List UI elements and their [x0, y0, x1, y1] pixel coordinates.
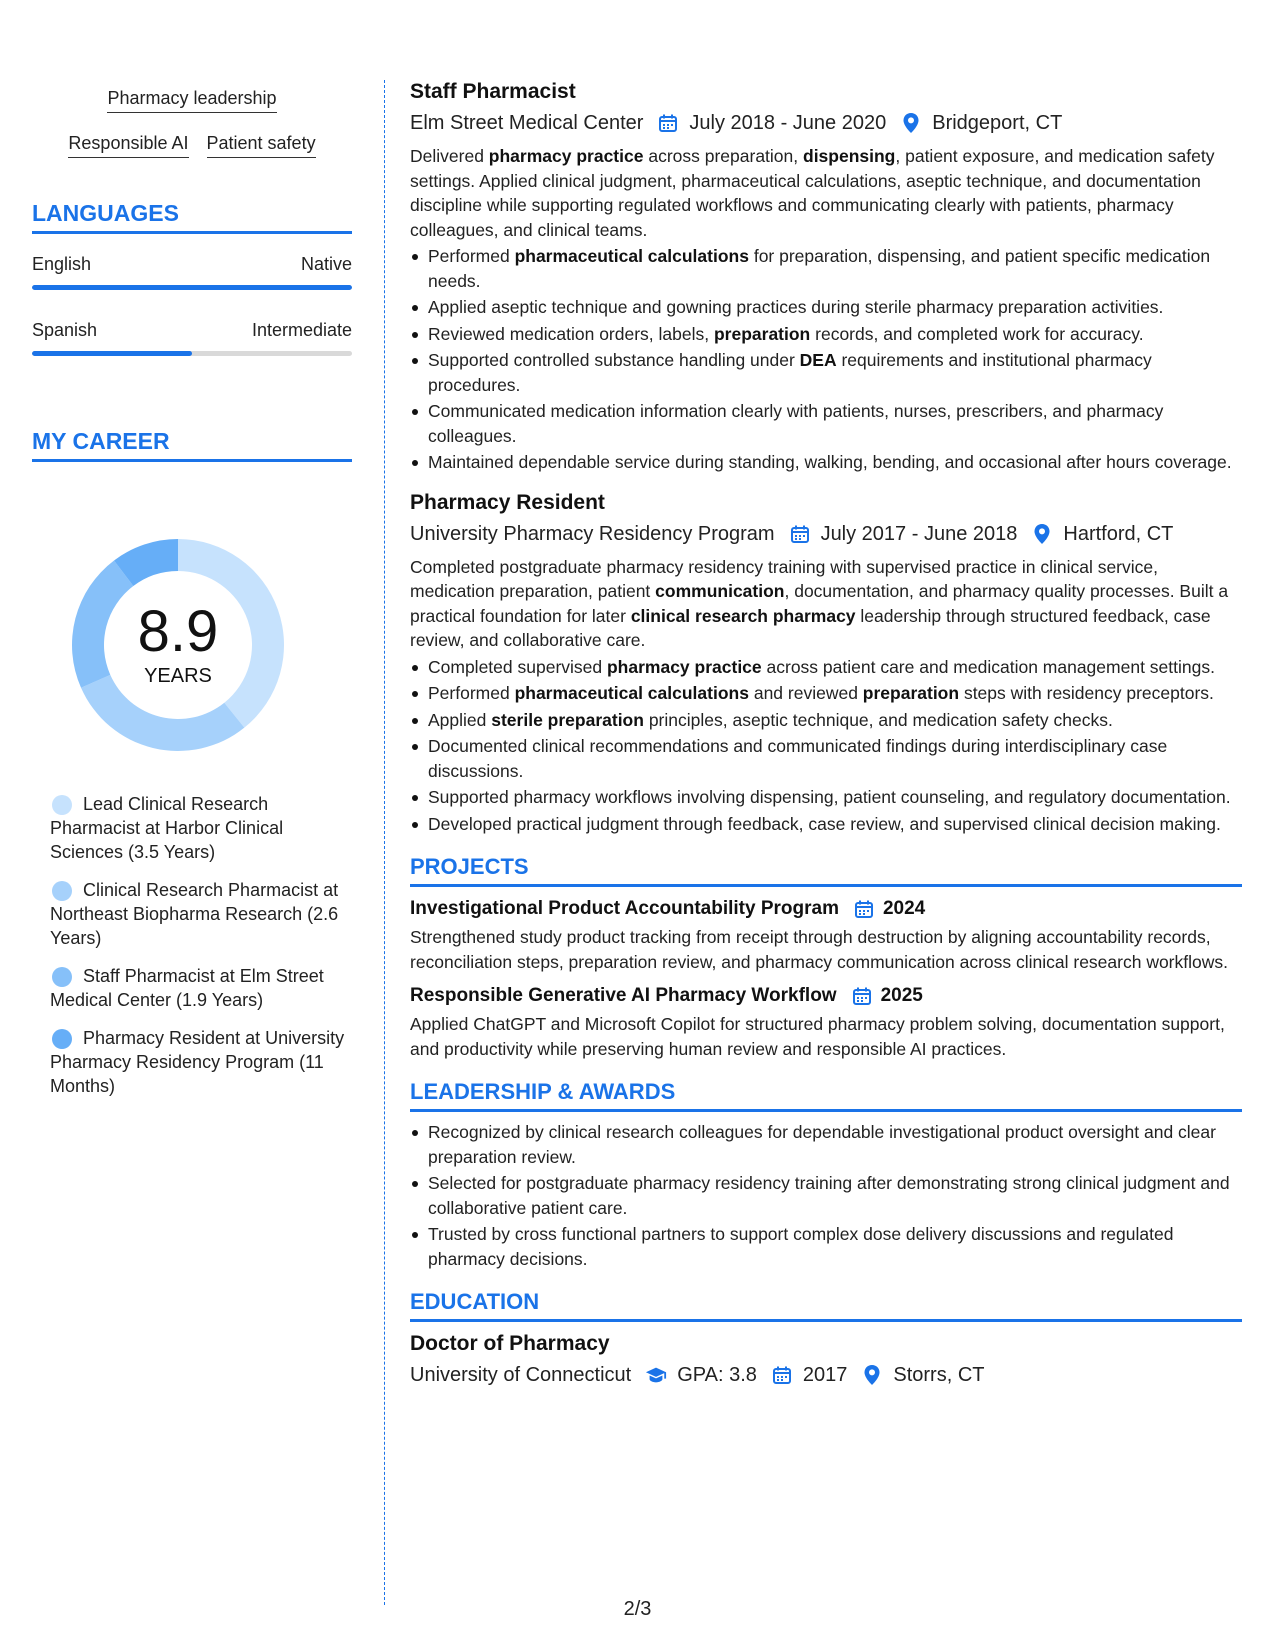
experience-entry	[410, 78, 1242, 475]
calendar-icon	[657, 112, 679, 134]
location-pin-icon	[861, 1364, 883, 1386]
experience-entry	[410, 489, 1242, 837]
job-title: Staff Pharmacist	[410, 80, 576, 103]
bullet-item: Performed pharmaceutical calculations and reviewed preparation steps with residency preceptors.	[410, 681, 1242, 706]
leadership-item: Selected for postgraduate pharmacy residency training after demonstrating strong clinical judgment and collaborative patient care.	[410, 1171, 1242, 1220]
project-title: Investigational Product Accountability Program	[410, 898, 839, 919]
calendar-icon	[851, 985, 873, 1007]
job-bullets	[410, 655, 1242, 837]
languages-heading: LANGUAGES	[32, 200, 352, 234]
education-year: 2017	[802, 1364, 848, 1386]
legend-dot	[52, 795, 72, 815]
legend-dot	[52, 967, 72, 987]
job-org: Elm Street Medical Center	[410, 112, 644, 134]
language-name: English	[32, 254, 92, 274]
language-bar-fill	[32, 285, 352, 290]
bullet-item: Performed pharmaceutical calculations for preparation, dispensing, and patient specific medication needs.	[410, 244, 1242, 293]
tag-row	[32, 133, 352, 158]
project-description: Applied ChatGPT and Microsoft Copilot for structured pharmacy problem solving, documentation support, and productivity while preserving human review and responsible AI practices.	[410, 1014, 1225, 1059]
job-title: Pharmacy Resident	[410, 490, 605, 514]
column-divider	[384, 80, 385, 1605]
education-degree: Doctor of Pharmacy	[410, 1332, 610, 1355]
job-meta	[410, 108, 1242, 138]
legend-item	[50, 792, 350, 864]
calendar-icon	[771, 1364, 793, 1386]
skill-tags	[32, 88, 352, 178]
donut-center	[66, 533, 290, 757]
page-number: 2/3	[623, 1598, 652, 1620]
education-meta	[410, 1360, 1242, 1390]
bullet-item: Documented clinical recommendations and communicated findings during interdisciplinary case discussions.	[410, 734, 1242, 783]
legend-item	[50, 964, 350, 1012]
job-bullets	[410, 244, 1242, 475]
education-school: University of Connecticut	[410, 1364, 632, 1386]
location-pin-icon	[1031, 523, 1053, 545]
calendar-icon	[789, 523, 811, 545]
project-entry	[410, 895, 1242, 974]
legend-label: Clinical Research Pharmacist at Northeast Biopharma Research (2.6 Years)	[50, 880, 339, 948]
bullet-item: Reviewed medication orders, labels, preparation records, and completed work for accuracy.	[410, 322, 1242, 347]
project-description: Strengthened study product tracking from receipt through destruction by aligning accountability records, reconciliation steps, preparation review, and pharmacy communication across clinical research workflows.	[410, 927, 1228, 972]
project-title-row	[410, 982, 1242, 1010]
job-summary: Completed postgraduate pharmacy residency training with supervised practice in clinical service, medication preparation, patient communication, documentation, and pharmacy quality processes. Built a practical foundation for later clinical research pharmacy leadership through structured feedback, case review, and collaborative care.	[410, 556, 1229, 650]
project-title: Responsible Generative AI Pharmacy Workflow	[410, 985, 837, 1006]
legend-label: Lead Clinical Research Pharmacist at Harbor Clinical Sciences (3.5 Years)	[50, 794, 284, 862]
education-heading: EDUCATION	[410, 1289, 1242, 1322]
language-bar-fill	[32, 351, 192, 356]
language-item	[32, 254, 352, 290]
job-dates: July 2018 - June 2020	[689, 112, 887, 134]
tag-row	[32, 88, 352, 113]
career-heading: MY CAREER	[32, 428, 352, 462]
job-meta	[410, 519, 1242, 549]
language-name: Spanish	[32, 320, 98, 340]
leadership-list	[410, 1120, 1242, 1271]
legend-dot	[52, 1029, 72, 1049]
job-dates: July 2017 - June 2018	[820, 522, 1018, 545]
leadership-item: Trusted by cross functional partners to support complex dose delivery discussions and regulated pharmacy decisions.	[410, 1222, 1242, 1271]
bullet-item: Completed supervised pharmacy practice across patient care and medication management settings.	[410, 655, 1242, 680]
language-bar	[32, 285, 352, 290]
education-gpa: GPA: 3.8	[677, 1364, 757, 1386]
projects-heading: PROJECTS	[410, 854, 1242, 887]
bullet-item: Applied aseptic technique and gowning practices during sterile pharmacy preparation activities.	[410, 295, 1242, 320]
language-level: Native	[300, 254, 352, 274]
language-item	[32, 320, 352, 356]
location-pin-icon	[900, 112, 922, 134]
bullet-item: Applied sterile preparation principles, aseptic technique, and medication safety checks.	[410, 708, 1242, 733]
bullet-item: Maintained dependable service during standing, walking, bending, and occasional after hours coverage.	[410, 450, 1242, 475]
bullet-item: Developed practical judgment through feedback, case review, and supervised clinical decision making.	[410, 812, 1242, 837]
language-level: Intermediate	[251, 320, 352, 340]
skill-tag: Pharmacy leadership	[107, 88, 276, 113]
legend-item	[50, 878, 350, 950]
language-bar	[32, 351, 352, 356]
skill-tag: Patient safety	[207, 133, 316, 158]
legend-label: Staff Pharmacist at Elm Street Medical Center (1.9 Years)	[50, 966, 324, 1010]
career-legend	[50, 792, 350, 1112]
leadership-item: Recognized by clinical research colleagues for dependable investigational product oversight and clear preparation review.	[410, 1120, 1242, 1169]
project-title-row	[410, 895, 1242, 923]
legend-label: Pharmacy Resident at University Pharmacy Residency Program (11 Months)	[50, 1028, 345, 1096]
project-year: 2025	[880, 985, 923, 1006]
bullet-item: Supported pharmacy workflows involving dispensing, patient counseling, and regulatory documentation.	[410, 785, 1242, 810]
graduation-cap-icon	[645, 1364, 667, 1386]
bullet-item: Supported controlled substance handling under DEA requirements and institutional pharmacy procedures.	[410, 348, 1242, 397]
main-content	[410, 78, 1242, 1390]
calendar-icon	[853, 898, 875, 920]
project-year: 2024	[882, 898, 926, 919]
career-unit: YEARS	[144, 664, 212, 687]
job-location: Hartford, CT	[1063, 522, 1174, 545]
career-donut-chart	[66, 533, 290, 757]
project-entry	[410, 982, 1242, 1061]
career-total: 8.9	[137, 598, 219, 664]
legend-dot	[52, 881, 72, 901]
leadership-heading: LEADERSHIP & AWARDS	[410, 1079, 1242, 1112]
legend-item	[50, 1026, 350, 1098]
job-location: Bridgeport, CT	[932, 112, 1063, 134]
education-location: Storrs, CT	[893, 1364, 985, 1386]
job-org: University Pharmacy Residency Program	[410, 522, 775, 545]
skill-tag: Responsible AI	[68, 133, 188, 158]
bullet-item: Communicated medication information clearly with patients, nurses, prescribers, and pharmacy colleagues.	[410, 399, 1242, 448]
job-summary: Delivered pharmacy practice across preparation, dispensing, patient exposure, and medication safety settings. Applied clinical judgment, pharmaceutical calculations, aseptic technique, and documentation discipline while supporting regulated workflows and communicating clearly with patients, pharmacy colleagues, and clinical teams.	[410, 146, 1215, 240]
